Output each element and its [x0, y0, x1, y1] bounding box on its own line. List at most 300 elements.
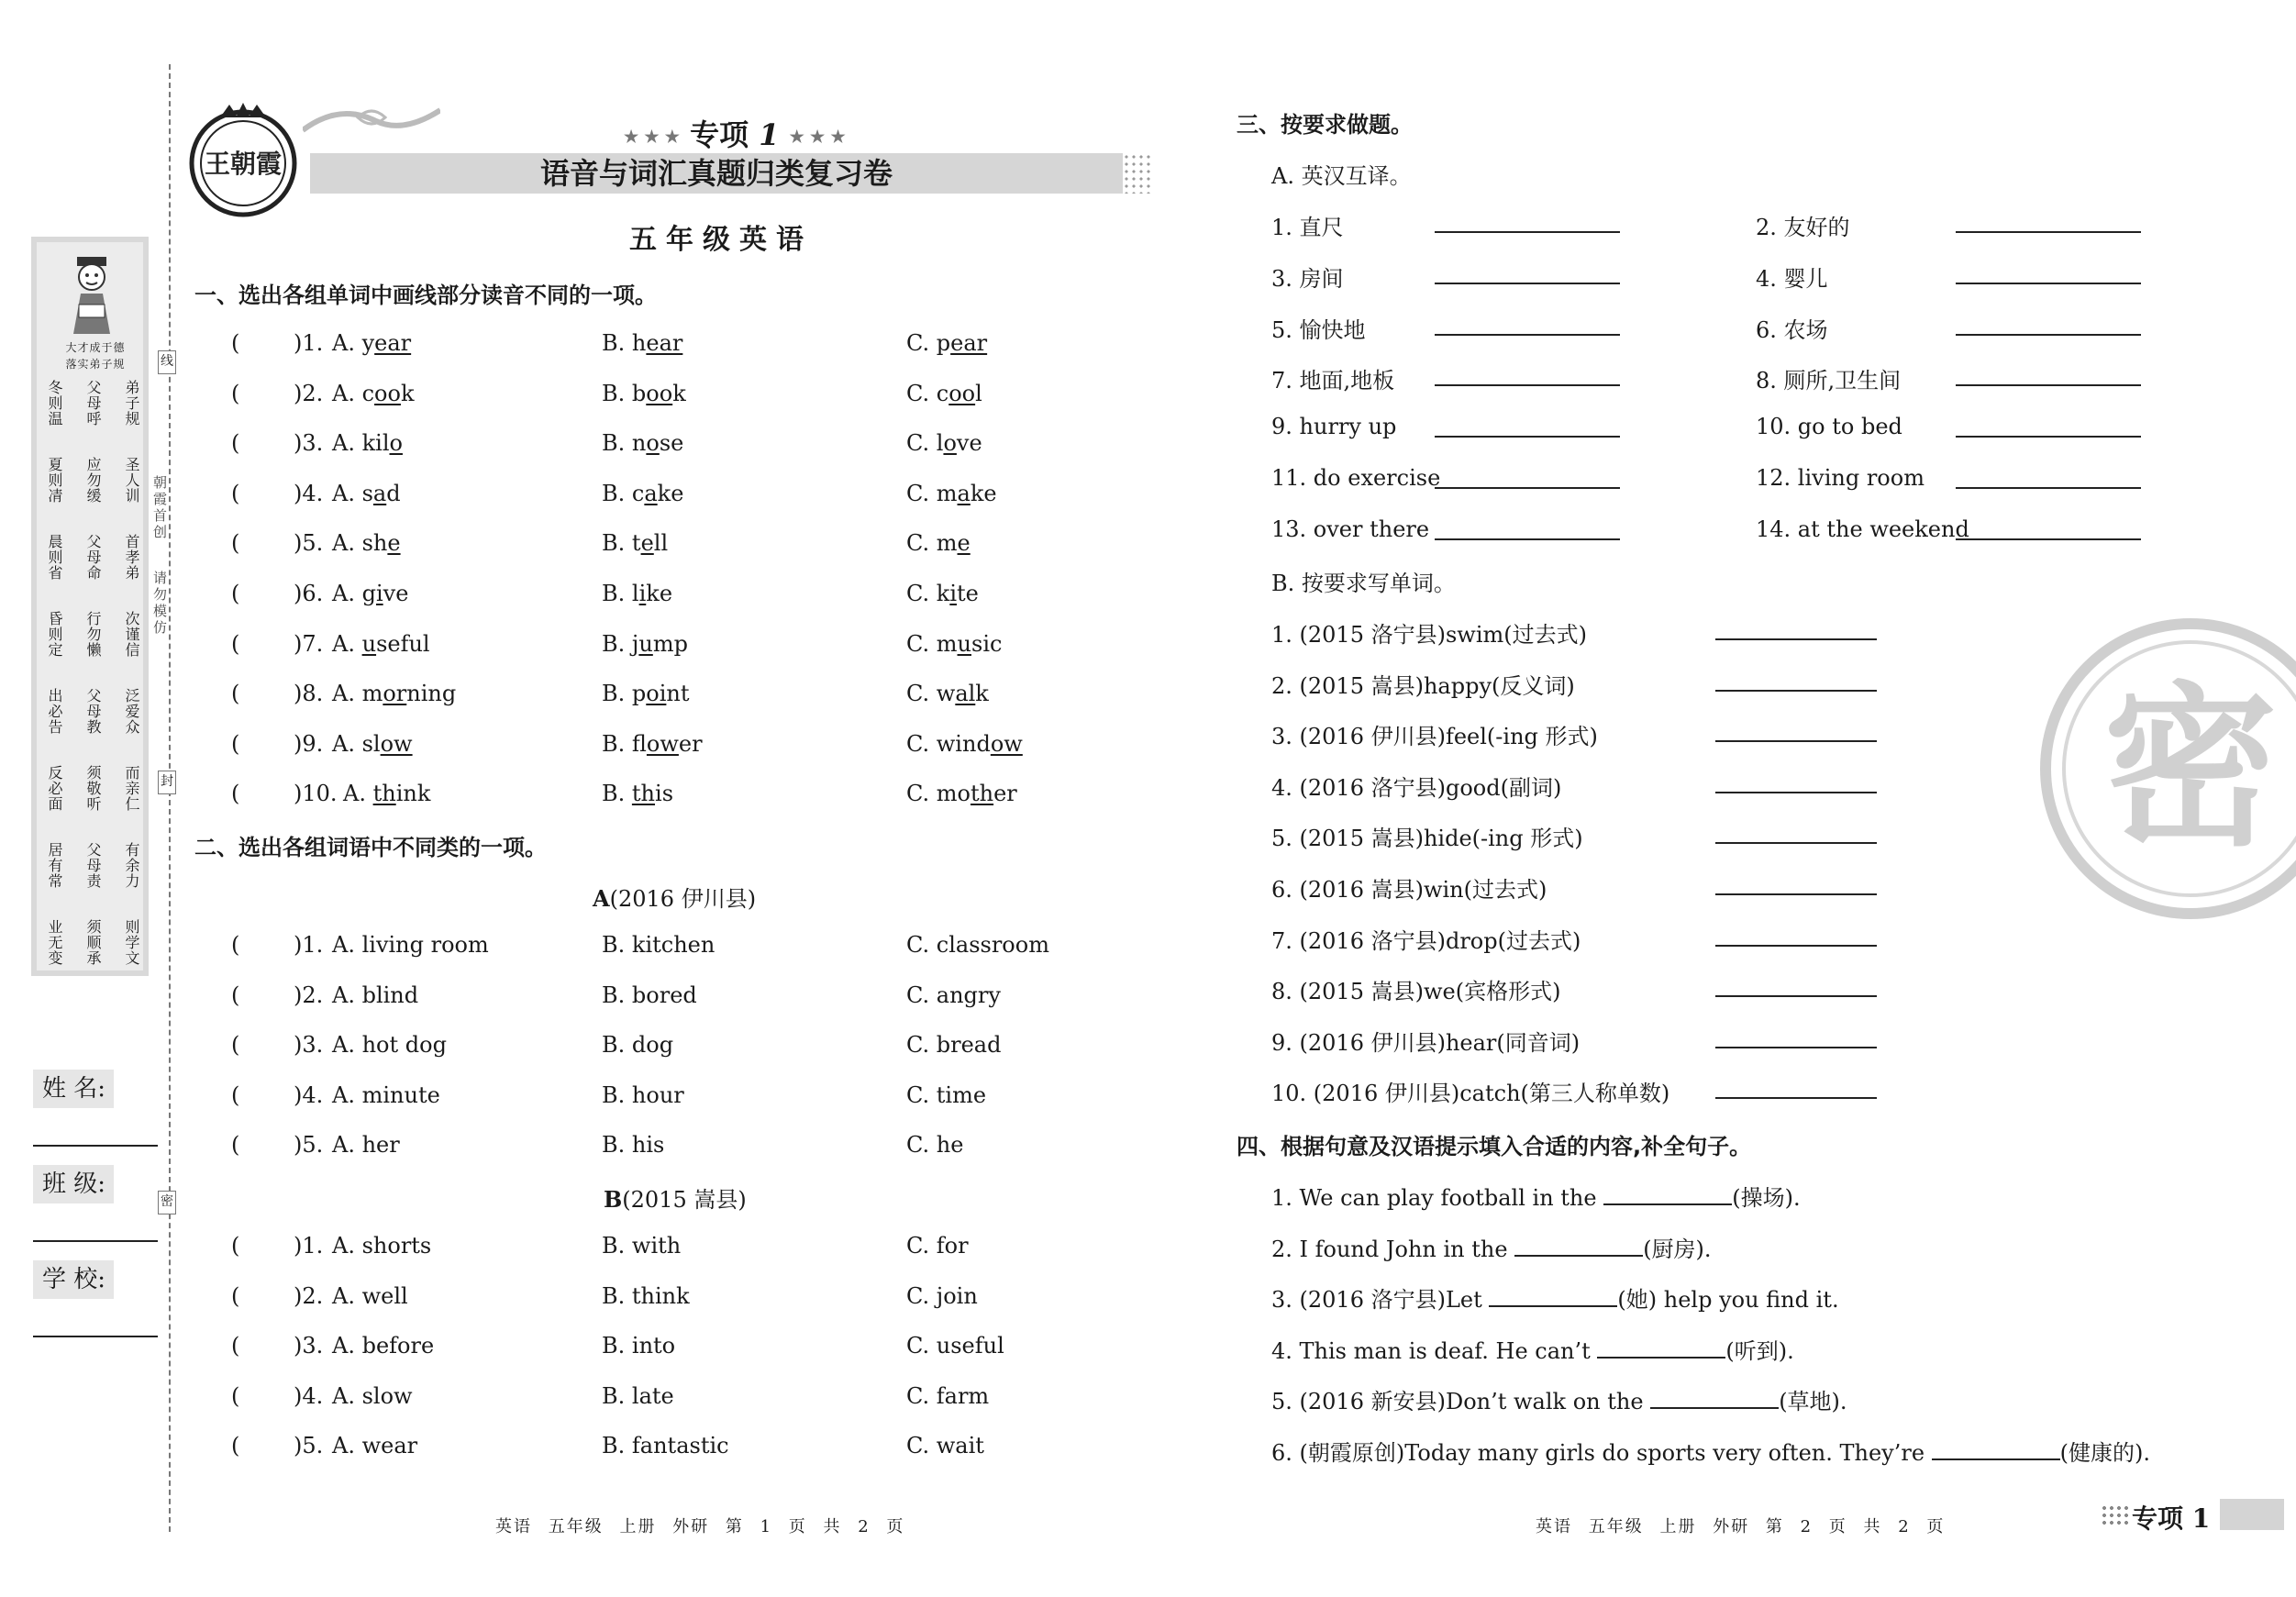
rule-text: 冬则温: [46, 380, 63, 427]
option-word: dog: [631, 1032, 674, 1059]
page-title: 语音与词汇真题归类复习卷: [539, 156, 893, 191]
answer-blank[interactable]: [1715, 1047, 1877, 1048]
option-word-tail: d: [386, 480, 401, 506]
option-c[interactable]: C. make: [906, 480, 997, 506]
option-b[interactable]: B. fantastic: [602, 1433, 729, 1459]
rule-text: 昏则定: [46, 611, 63, 658]
logo-text: 王朝霞: [204, 149, 283, 179]
answer-bracket[interactable]: (: [231, 480, 240, 506]
question-number-value: 7: [302, 630, 316, 657]
chinese-hint: (草地).: [1779, 1389, 1847, 1415]
rule-text: 夏则凊: [46, 457, 63, 504]
answer-bracket[interactable]: (: [231, 430, 240, 457]
sentence-item: [1271, 1231, 1712, 1263]
option-word-head: t: [631, 530, 641, 557]
answer-bracket[interactable]: (: [231, 1233, 240, 1259]
question-number-value: 1: [302, 1233, 316, 1259]
part-b-title: B. 按要求写单词。: [1271, 571, 1456, 596]
option-word: time: [936, 1081, 987, 1108]
option-word-head: sl: [361, 730, 381, 757]
option-word-head: c: [936, 380, 949, 406]
rule-text: 弟子规: [123, 380, 140, 427]
cut-mark-seal: 封: [158, 771, 176, 794]
answer-blank[interactable]: [1435, 487, 1620, 489]
option-c[interactable]: C. classroom: [906, 932, 1049, 958]
translate-item: 2. 友好的: [1756, 215, 1850, 240]
question-number: )3.: [294, 1333, 324, 1359]
answer-blank[interactable]: [1715, 740, 1877, 742]
option-b[interactable]: B. like: [602, 581, 673, 606]
question-number-value: 3: [302, 1333, 316, 1359]
option-word-head: c: [361, 380, 375, 406]
option-a[interactable]: A. living room: [332, 932, 489, 958]
option-c[interactable]: C. time: [906, 1081, 987, 1108]
rule-group: [46, 457, 141, 534]
option-word-head: k: [936, 581, 950, 606]
answer-blank[interactable]: [1956, 334, 2141, 336]
group-a-letter: A: [593, 885, 610, 912]
option-c[interactable]: C. join: [906, 1282, 978, 1309]
option-a[interactable]: A. wear: [332, 1433, 418, 1459]
section-1-heading: 一、选出各组单词中画线部分读音不同的一项。: [194, 283, 657, 308]
binding-strip: [31, 237, 149, 976]
option-word: bored: [631, 981, 697, 1008]
option-a[interactable]: A. slow: [332, 1382, 413, 1409]
question-number: )7.: [294, 630, 324, 657]
answer-bracket[interactable]: (: [231, 581, 240, 606]
option-c[interactable]: C. mother: [906, 781, 1017, 807]
question-number: )5.: [294, 1433, 324, 1459]
option-a[interactable]: A. year: [332, 330, 412, 356]
scholar-mascot-icon: [64, 253, 119, 336]
option-a[interactable]: A. think: [343, 781, 431, 807]
underlined-letters: o: [943, 430, 957, 457]
chinese-hint: (操场).: [1732, 1185, 1801, 1211]
option-c[interactable]: C. bread: [906, 1032, 1002, 1059]
underlined-letters: o: [646, 430, 660, 457]
section-2-heading: 二、选出各组词语中不同类的一项。: [194, 835, 547, 860]
option-a[interactable]: A. hot dog: [332, 1032, 447, 1059]
cut-mark-line: 线: [158, 350, 176, 374]
option-word-tail: ke: [970, 480, 997, 506]
option-b[interactable]: B. this: [602, 781, 674, 807]
option-word-head: y: [361, 330, 375, 356]
question-number: )3.: [294, 1032, 324, 1059]
answer-bracket[interactable]: (: [231, 781, 240, 807]
sentence-blank[interactable]: [1597, 1338, 1725, 1359]
option-word: useful: [936, 1333, 1004, 1359]
option-a[interactable]: A. morning: [332, 681, 457, 707]
underlined-letters: th: [970, 781, 994, 807]
answer-blank[interactable]: [1715, 1097, 1877, 1099]
option-word-tail: te: [957, 581, 979, 606]
answer-blank[interactable]: [1435, 384, 1620, 386]
answer-bracket[interactable]: (: [231, 1333, 240, 1359]
option-word: join: [936, 1282, 978, 1309]
answer-bracket[interactable]: (: [231, 630, 240, 657]
option-b[interactable]: B. kitchen: [602, 932, 715, 958]
corner-tag-text: 专项 1: [2132, 1503, 2211, 1534]
option-word-head: mo: [936, 781, 971, 807]
option-word-head: c: [631, 480, 645, 506]
corner-tag-block: [2220, 1499, 2284, 1530]
option-word: angry: [936, 981, 1001, 1008]
name-field[interactable]: [33, 1145, 158, 1147]
option-b[interactable]: B. tell: [602, 530, 669, 557]
underlined-letters: al: [955, 681, 976, 707]
option-word: living room: [361, 932, 489, 958]
option-word-tail: ve: [956, 430, 982, 457]
option-c[interactable]: C. me: [906, 530, 971, 557]
option-b[interactable]: B. think: [602, 1282, 690, 1309]
translate-item: 14. at the weekend: [1756, 516, 1969, 542]
underlined-letters: i: [638, 581, 647, 606]
question-number-value: 5: [302, 530, 316, 557]
answer-bracket[interactable]: (: [231, 530, 240, 557]
option-word-head: fl: [631, 730, 647, 757]
answer-bracket[interactable]: (: [231, 1081, 240, 1108]
rule-group: [46, 765, 141, 842]
option-c[interactable]: C. kite: [906, 581, 979, 606]
underlined-letters: or: [383, 681, 407, 707]
school-field[interactable]: [33, 1336, 158, 1337]
rule-text: 居有常: [46, 842, 63, 889]
option-a[interactable]: A. she: [332, 530, 401, 557]
answer-bracket[interactable]: (: [231, 1433, 240, 1459]
option-word: classroom: [936, 932, 1049, 958]
option-b[interactable]: B. flower: [602, 730, 703, 757]
option-c[interactable]: C. cool: [906, 380, 982, 406]
answer-blank[interactable]: [1715, 638, 1877, 640]
sentence-item: [1271, 1180, 1801, 1212]
sentence-item: [1271, 1281, 1839, 1314]
section-4-heading: 四、根据句意及汉语提示填入合适的内容,补全句子。: [1237, 1134, 1752, 1159]
option-word-tail: se: [659, 430, 684, 457]
option-c[interactable]: C. angry: [906, 981, 1001, 1008]
question-number-value: 3: [302, 1032, 316, 1059]
option-word: into: [631, 1333, 676, 1359]
option-word-tail: mp: [652, 630, 688, 657]
question-number: )2.: [294, 981, 324, 1008]
option-word-tail: k: [975, 681, 989, 707]
answer-blank[interactable]: [1435, 283, 1620, 284]
option-word: minute: [361, 1081, 440, 1108]
answer-bracket[interactable]: (: [231, 981, 240, 1008]
option-c[interactable]: C. window: [906, 730, 1023, 757]
translate-item: 1. 直尺: [1271, 215, 1344, 240]
corner-tag: [2101, 1495, 2296, 1534]
option-word: fantastic: [631, 1433, 729, 1459]
rule-group: [46, 534, 141, 611]
answer-blank[interactable]: [1956, 538, 2141, 540]
question-number: )5.: [294, 530, 324, 557]
question-number: )5.: [294, 1132, 324, 1159]
option-b[interactable]: B. hour: [602, 1081, 684, 1108]
option-word: farm: [936, 1382, 990, 1409]
secret-seal-icon: [2025, 613, 2296, 925]
answer-bracket[interactable]: (: [231, 1282, 240, 1309]
question-number-value: 2: [302, 380, 316, 406]
translate-item: 8. 厕所,卫生间: [1756, 368, 1902, 394]
answer-bracket[interactable]: (: [231, 730, 240, 757]
option-b[interactable]: B. hear: [602, 330, 683, 356]
question-number-value: 9: [302, 730, 316, 757]
underlined-letters: ow: [380, 730, 413, 757]
answer-blank[interactable]: [1435, 231, 1620, 233]
option-word: slow: [361, 1382, 413, 1409]
option-word-tail: ink: [395, 781, 431, 807]
class-field-label: 班 级:: [33, 1165, 114, 1203]
option-word: he: [936, 1132, 964, 1159]
option-b[interactable]: B. bored: [602, 981, 697, 1008]
option-b[interactable]: B. book: [602, 380, 686, 406]
option-word: with: [631, 1233, 682, 1259]
word-form-item: 8. (2015 嵩县)we(宾格形式): [1271, 979, 1561, 1005]
section-tag-label: 专项: [690, 117, 749, 152]
question-number-value: 1: [302, 330, 316, 356]
option-word-tail: k: [400, 380, 415, 406]
chinese-hint: (她): [1617, 1287, 1658, 1314]
sentence-blank[interactable]: [1489, 1287, 1617, 1307]
underlined-letters: e: [957, 530, 971, 557]
banner-dot-pattern: [1123, 153, 1154, 194]
question-number: )4.: [294, 480, 324, 506]
question-number-value: 5: [302, 1433, 316, 1459]
translate-item: 4. 婴儿: [1756, 265, 1828, 292]
option-word-head: b: [631, 380, 647, 406]
answer-blank[interactable]: [1715, 792, 1877, 793]
answer-bracket[interactable]: (: [231, 1382, 240, 1409]
option-a[interactable]: A. blind: [332, 981, 419, 1008]
option-a[interactable]: A. minute: [332, 1081, 440, 1108]
translate-item: 9. hurry up: [1271, 414, 1397, 440]
question-number-value: 4: [302, 480, 316, 506]
answer-blank[interactable]: [1956, 487, 2141, 489]
option-b[interactable]: B. late: [602, 1382, 674, 1409]
section-tag-number: 1: [759, 117, 780, 152]
group-b-letter: B: [604, 1186, 623, 1213]
option-b[interactable]: B. jump: [602, 630, 688, 657]
option-a[interactable]: A. cook: [332, 380, 415, 406]
answer-blank[interactable]: [1435, 436, 1620, 438]
option-b[interactable]: B. cake: [602, 480, 684, 506]
option-word: kitchen: [631, 932, 715, 958]
rule-text: 泛爱众: [123, 688, 140, 735]
answer-bracket[interactable]: (: [231, 330, 240, 356]
word-form-item: 5. (2015 嵩县)hide(-ing 形式): [1271, 826, 1583, 852]
side-note-no-copy: 请勿模仿: [151, 571, 168, 637]
option-b[interactable]: B. his: [602, 1132, 665, 1159]
option-a[interactable]: A. give: [332, 581, 409, 606]
option-word-tail: er: [678, 730, 703, 757]
option-a[interactable]: A. her: [332, 1132, 400, 1159]
rule-text: 出必告: [46, 688, 63, 735]
sentence-text: 2. I found John in the: [1271, 1236, 1515, 1262]
question-number: )9.: [294, 730, 324, 757]
rule-text: 行勿懒: [84, 611, 102, 658]
option-word-tail: nt: [666, 681, 690, 707]
answer-blank[interactable]: [1956, 384, 2141, 386]
option-c[interactable]: C. useful: [906, 1333, 1004, 1359]
option-word: think: [631, 1282, 690, 1309]
seal-char: 密: [2102, 667, 2279, 870]
word-form-item: 2. (2015 嵩县)happy(反义词): [1271, 672, 1575, 699]
option-word-head: p: [631, 681, 647, 707]
answer-bracket[interactable]: (: [231, 681, 240, 707]
option-b[interactable]: B. with: [602, 1233, 682, 1259]
rule-group: [46, 842, 141, 919]
translate-item: 13. over there: [1271, 516, 1430, 542]
option-word-head: n: [631, 430, 647, 457]
option-c[interactable]: C. music: [906, 630, 1003, 657]
translate-item: 11. do exercise: [1271, 465, 1441, 491]
option-word-tail: seful: [376, 630, 430, 657]
underlined-letters: oo: [646, 380, 673, 406]
question-number-value: 1: [302, 932, 316, 958]
question-number-value: 2: [302, 1282, 316, 1309]
underlined-letters: oi: [646, 681, 667, 707]
translate-item: 5. 愉快地: [1271, 316, 1366, 343]
answer-bracket[interactable]: (: [231, 1132, 240, 1159]
word-form-item: 1. (2015 洛宁县)swim(过去式): [1271, 622, 1587, 648]
underlined-letters: i: [375, 581, 383, 606]
option-a[interactable]: A. useful: [332, 630, 430, 657]
question-number-value: 8: [302, 681, 316, 707]
option-word-head: m: [361, 681, 383, 707]
option-word-head: p: [936, 330, 951, 356]
option-b[interactable]: B. dog: [602, 1032, 674, 1059]
question-number: )1.: [294, 1233, 324, 1259]
rule-text: 父母命: [84, 534, 102, 581]
option-a[interactable]: A. kilo: [332, 430, 403, 457]
footer-page-1: 英语 五年级 上册 外研 第 1 页 共 2 页: [495, 1517, 905, 1536]
fold-dashed-line: [169, 64, 171, 1532]
answer-blank[interactable]: [1435, 538, 1620, 540]
sentence-blank[interactable]: [1650, 1389, 1779, 1409]
question-number: )3.: [294, 430, 324, 457]
option-word-head: sh: [361, 530, 388, 557]
name-field-label: 姓 名:: [33, 1070, 114, 1108]
option-word-head: m: [936, 630, 958, 657]
underlined-letters: oo: [948, 380, 976, 406]
option-c[interactable]: C. for: [906, 1233, 969, 1259]
option-word-tail: sic: [971, 630, 1003, 657]
underlined-letters: ow: [990, 730, 1023, 757]
answer-bracket[interactable]: (: [231, 932, 240, 958]
option-word: blind: [361, 981, 419, 1008]
option-a[interactable]: A. slow: [332, 730, 413, 757]
option-c[interactable]: C. he: [906, 1132, 964, 1159]
side-note-original: 朝霞首创: [151, 475, 168, 541]
brand-logo-icon: [183, 101, 303, 220]
answer-blank[interactable]: [1956, 231, 2141, 233]
option-word-head: s: [361, 480, 373, 506]
question-number-value: 3: [302, 430, 316, 457]
class-field[interactable]: [33, 1240, 158, 1242]
motto-line-2: 落实弟子规: [65, 358, 126, 371]
option-b[interactable]: B. point: [602, 681, 690, 707]
option-word-tail: ve: [383, 581, 409, 606]
dizigui-rules: [46, 380, 141, 996]
underlined-letters: u: [957, 630, 971, 657]
question-number-value: 4: [302, 1081, 316, 1108]
option-c[interactable]: C. farm: [906, 1382, 990, 1409]
question-number-value: 10: [302, 781, 330, 807]
option-a[interactable]: A. before: [332, 1333, 435, 1359]
answer-blank[interactable]: [1715, 842, 1877, 844]
option-c[interactable]: C. love: [906, 430, 982, 457]
underlined-letters: ear: [646, 330, 683, 356]
rule-text: 晨则省: [46, 534, 63, 581]
school-field-label: 学 校:: [33, 1260, 114, 1299]
rule-group: [46, 380, 141, 457]
option-word-tail: ke: [657, 480, 684, 506]
word-form-item: 3. (2016 伊川县)feel(-ing 形式): [1271, 724, 1598, 750]
question-number-value: 5: [302, 1132, 316, 1159]
underlined-letters: a: [957, 480, 971, 506]
answer-blank[interactable]: [1956, 283, 2141, 284]
page-subtitle: 五年级英语: [629, 224, 813, 256]
translate-item: 7. 地面,地板: [1271, 368, 1395, 394]
option-word-head: wind: [936, 730, 991, 757]
ribbon-ornament-icon: [303, 103, 440, 139]
option-a[interactable]: A. well: [332, 1282, 408, 1309]
answer-blank[interactable]: [1715, 995, 1877, 997]
question-number-value: 6: [302, 581, 316, 606]
answer-blank[interactable]: [1956, 436, 2141, 438]
answer-blank[interactable]: [1715, 893, 1877, 895]
option-word-head: kil: [361, 430, 390, 457]
option-a[interactable]: A. shorts: [332, 1233, 432, 1259]
answer-blank[interactable]: [1435, 334, 1620, 336]
option-word-head: g: [361, 581, 376, 606]
answer-blank[interactable]: [1715, 945, 1877, 947]
option-c[interactable]: C. pear: [906, 330, 988, 356]
option-word: wear: [361, 1433, 418, 1459]
chinese-hint: (厨房).: [1643, 1236, 1712, 1262]
rule-text: 父母教: [84, 688, 102, 735]
option-word-head: m: [936, 480, 958, 506]
sentence-blank[interactable]: [1932, 1440, 2060, 1460]
option-c[interactable]: C. walk: [906, 681, 989, 707]
option-b[interactable]: B. nose: [602, 430, 684, 457]
question-number: )2.: [294, 1282, 324, 1309]
underlined-letters: a: [372, 480, 387, 506]
cut-mark-secret: 密: [158, 1191, 176, 1214]
rule-text: 而亲仁: [123, 765, 140, 812]
option-a[interactable]: A. sad: [332, 480, 401, 506]
answer-bracket[interactable]: (: [231, 380, 240, 406]
sentence-text: help you find it.: [1657, 1287, 1839, 1314]
question-number-value: 2: [302, 981, 316, 1008]
translate-item: 12. living room: [1756, 465, 1924, 491]
question-number: )6.: [294, 581, 324, 606]
sentence-blank[interactable]: [1603, 1185, 1732, 1205]
option-c[interactable]: C. wait: [906, 1433, 984, 1459]
sentence-blank[interactable]: [1514, 1237, 1643, 1257]
underlined-letters: th: [631, 781, 656, 807]
answer-blank[interactable]: [1715, 690, 1877, 692]
chinese-hint: (健康的).: [2059, 1440, 2151, 1466]
sentence-text: 5. (2016 新安县)Don’t walk on the: [1271, 1389, 1651, 1415]
footer-page-2: 英语 五年级 上册 外研 第 2 页 共 2 页: [1536, 1517, 1946, 1536]
sentence-item: [1271, 1333, 1794, 1365]
option-word-head: j: [631, 630, 639, 657]
corner-dot-pattern: [2101, 1504, 2128, 1526]
option-b[interactable]: B. into: [602, 1333, 676, 1359]
answer-bracket[interactable]: (: [231, 1032, 240, 1059]
question-number-value: 4: [302, 1382, 316, 1409]
